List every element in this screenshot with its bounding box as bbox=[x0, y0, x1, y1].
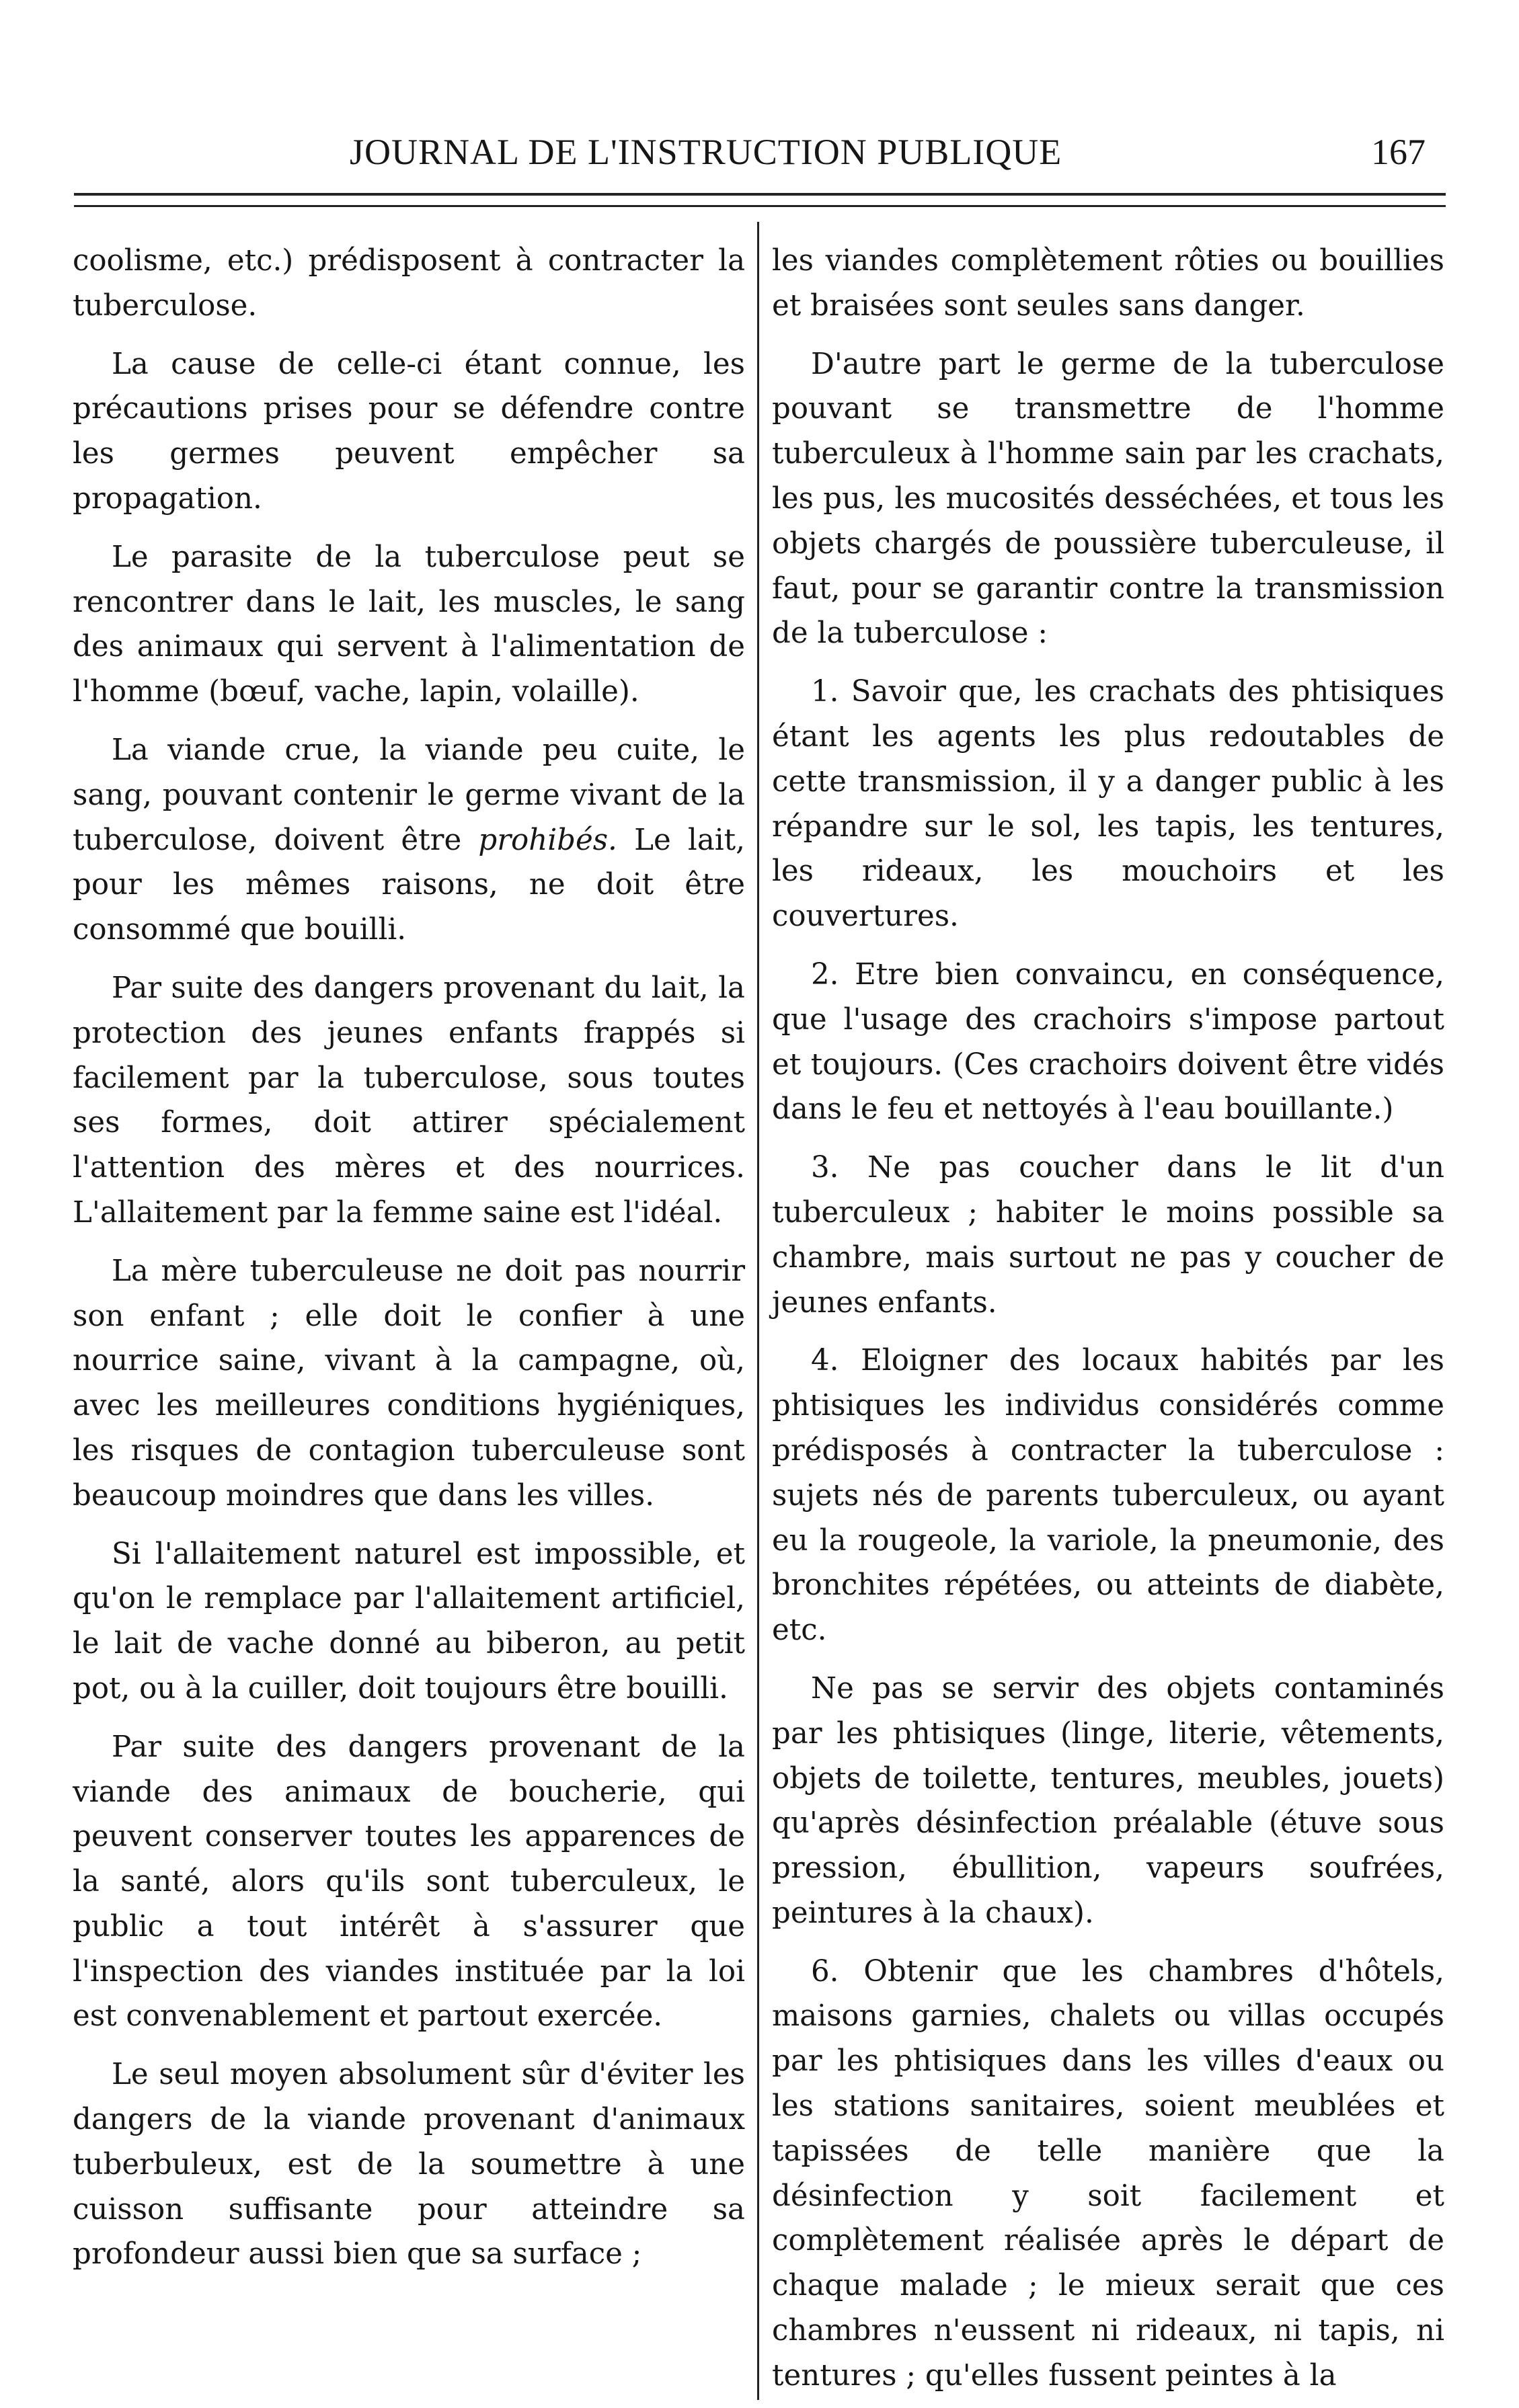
paragraph: coolisme, etc.) prédisposent à contracter la tuberculose. bbox=[73, 244, 745, 323]
paragraph: Ne pas se servir des objets contaminés par les phtisiques (linge, literie, vêtements, objets de toilette, tentures, meubles, jouets) qu'après désinfection préalable (étuve sous pression, ébullition, vapeurs soufrées, peintures à la chaux). bbox=[772, 1671, 1444, 1930]
paragraph: les viandes complètement rôties ou bouillies et braisées sont seules sans danger. bbox=[772, 244, 1444, 323]
list-item: 4. Eloigner des locaux habités par les phtisiques les individus considérés comme prédisposés à contracter la tuberculose : sujets nés de parents tuberculeux, ou ayant eu la rougeole, la variole, la pneumonie, des bronchites répétées, ou atteints de diabète, etc. bbox=[772, 1344, 1444, 1648]
page-number: 167 bbox=[1371, 132, 1426, 172]
right-column bbox=[772, 239, 1444, 2393]
italic-term: prohibés. bbox=[478, 823, 617, 857]
paragraph: Par suite des dangers provenant de la viande des animaux de boucherie, qui peuvent conserver toutes les apparences de la santé, alors qu'ils sont tuberculeux, le public a tout intérêt à s'assurer que l'inspection des viandes instituée par la loi est convenablement et partout exercée. bbox=[73, 1730, 745, 2034]
list-item: 6. Obtenir que les chambres d'hôtels, maisons garnies, chalets ou villas occupés par les phtisiques dans les villes d'eaux ou les stations sanitaires, soient meublées et tapissées de telle manière que la désinfection y soit facilement et complètement réalisée après le départ de chaque malade ; le mieux serait que ces chambres n'eussent ni rideaux, ni tapis, ni tentures ; qu'elles fussent peintes à la bbox=[772, 1954, 1444, 2393]
column-divider bbox=[757, 222, 759, 2400]
paragraph: Le parasite de la tuberculose peut se rencontrer dans le lait, les muscles, le sang des animaux qui servent à l'alimentation de l'homme (bœuf, vache, lapin, volaille). bbox=[73, 540, 745, 709]
paragraph: Si l'allaitement naturel est impossible, et qu'on le remplace par l'allaitement artificiel, le lait de vache donné au biberon, au petit pot, ou à la cuiller, doit toujours être bouilli. bbox=[73, 1537, 745, 1705]
paragraph: Par suite des dangers provenant du lait, la protection des jeunes enfants frappés si facilement par la tuberculose, sous toutes ses formes, doit attirer spécialement l'attention des mères et des nourrices. L'allaitement par la femme saine est l'idéal. bbox=[73, 971, 745, 1230]
paragraph: Le seul moyen absolument sûr d'éviter les dangers de la viande provenant d'animaux tuberbuleux, est de la soumettre à une cuisson suffisante pour atteindre sa profondeur aussi bien que sa surface ; bbox=[73, 2058, 745, 2272]
list-item: 2. Etre bien convaincu, en conséquence, que l'usage des crachoirs s'impose partout et toujours. (Ces crachoirs doivent être vidés dans le feu et nettoyés à l'eau bouillante.) bbox=[772, 957, 1444, 1127]
paragraph-text: La viande crue, la viande peu cuite, le sang, pouvant contenir le germe vivant de la tuberculose, doivent être bbox=[73, 733, 745, 857]
header-rule-bottom bbox=[74, 205, 1446, 207]
header-rule-top bbox=[74, 193, 1446, 196]
paragraph: La mère tuberculeuse ne doit pas nourrir son enfant ; elle doit le confier à une nourrice saine, vivant à la campagne, où, avec les meilleures conditions hygiéniques, les risques de contagion tuberculeuse sont beaucoup moindres que dans les villes. bbox=[73, 1254, 745, 1513]
journal-title: JOURNAL DE L'INSTRUCTION PUBLIQUE bbox=[350, 132, 1062, 172]
paragraph-raw-meat bbox=[73, 728, 745, 953]
running-header bbox=[74, 131, 1446, 178]
list-item: 3. Ne pas coucher dans le lit d'un tuberculeux ; habiter le moins possible sa chambre, mais surtout ne pas y coucher de jeunes enfants. bbox=[772, 1151, 1444, 1320]
list-item: 1. Savoir que, les crachats des phtisiques étant les agents les plus redoutables de cette transmission, il y a danger public à les répandre sur le sol, les tapis, les tentures, les rideaux, les mouchoirs et les couvertures. bbox=[772, 675, 1444, 934]
paragraph-text: Le lait, pour les mêmes raisons, ne doit être consommé que bouilli. bbox=[73, 823, 745, 947]
paragraph: La cause de celle-ci étant connue, les précautions prises pour se défendre contre les germes peuvent empêcher sa propagation. bbox=[73, 347, 745, 516]
left-column bbox=[73, 239, 745, 2370]
paragraph: D'autre part le germe de la tuberculose pouvant se transmettre de l'homme tuberculeux à l'homme sain par les crachats, les pus, les mucosités desséchées, et tous les objets chargés de poussière tuberculeuse, il faut, pour se garantir contre la transmission de la tuberculose : bbox=[772, 347, 1444, 651]
